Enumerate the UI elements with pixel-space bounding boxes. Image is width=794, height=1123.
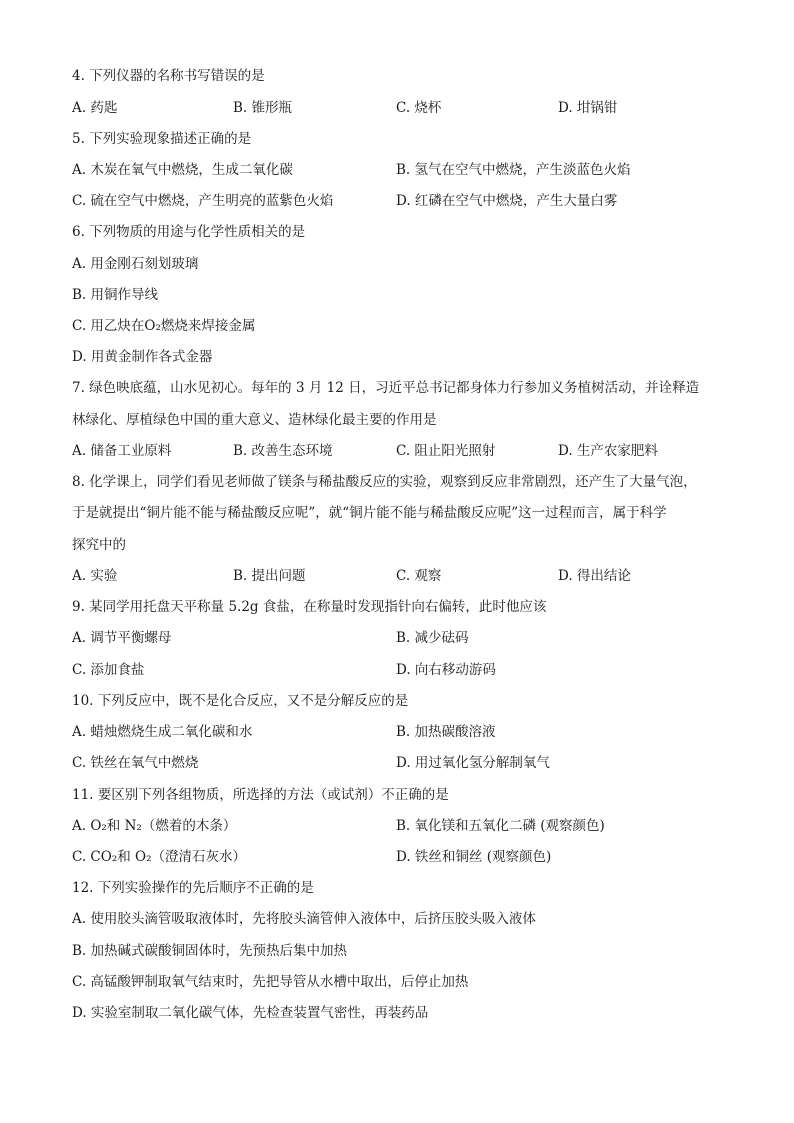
option-d: D. 红磷在空气中燃烧，产生大量白雾 bbox=[396, 193, 618, 209]
option-a: A. 使用胶头滴管吸取液体时，先将胶头滴管伸入液体中，后挤压胶头吸入液体 bbox=[72, 911, 536, 927]
option-c: C. 烧杯 bbox=[396, 100, 442, 116]
question-8-stem-line3: 探究中的 bbox=[72, 537, 126, 553]
option-c: C. CO₂和 O₂（澄清石灰水） bbox=[72, 849, 247, 865]
option-a: A. 储备工业原料 bbox=[72, 443, 172, 459]
question-4-stem: 4. 下列仪器的名称书写错误的是 bbox=[72, 68, 265, 84]
option-c: C. 硫在空气中燃烧，产生明亮的蓝紫色火焰 bbox=[72, 193, 334, 209]
option-b: B. 氧化镁和五氧化二磷 (观察颜色) bbox=[396, 818, 605, 834]
question-5-stem: 5. 下列实验现象描述正确的是 bbox=[72, 131, 252, 147]
option-b: B. 用铜作导线 bbox=[72, 287, 159, 303]
option-d: D. 得出结论 bbox=[558, 568, 631, 584]
option-c: C. 阻止阳光照射 bbox=[396, 443, 496, 459]
option-b: B. 氢气在空气中燃烧，产生淡蓝色火焰 bbox=[396, 162, 631, 178]
question-8-stem-line2: 于是就提出“铜片能不能与稀盐酸反应呢”，就“铜片能不能与稀盐酸反应呢”这一过程而言，属于科学 bbox=[72, 505, 667, 521]
option-a: A. 木炭在氧气中燃烧，生成二氧化碳 bbox=[72, 162, 293, 178]
option-b: B. 提出问题 bbox=[233, 568, 306, 584]
question-8-stem-line1: 8. 化学课上，同学们看见老师做了镁条与稀盐酸反应的实验，观察到反应非常剧烈，还产生了大量气泡， bbox=[72, 474, 697, 490]
option-c: C. 观察 bbox=[396, 568, 442, 584]
option-a: A. 蜡烛燃烧生成二氧化碳和水 bbox=[72, 724, 253, 740]
option-a: A. 药匙 bbox=[72, 100, 118, 116]
question-11-stem: 11. 要区别下列各组物质，所选择的方法（或试剂）不正确的是 bbox=[72, 787, 449, 803]
question-10-stem: 10. 下列反应中，既不是化合反应，又不是分解反应的是 bbox=[72, 693, 409, 709]
option-a: A. 调节平衡螺母 bbox=[72, 630, 172, 646]
option-b: B. 加热碳酸溶液 bbox=[396, 724, 496, 740]
question-7-stem-line1: 7. 绿色映底蕴，山水见初心。每年的 3 月 12 日，习近平总书记都身体力行参加义务植树活动，并诠释造 bbox=[72, 380, 700, 396]
option-d: D. 生产农家肥料 bbox=[558, 443, 658, 459]
option-d: D. 实验室制取二氧化碳气体，先检查装置气密性，再装药品 bbox=[72, 1005, 429, 1021]
option-c: C. 添加食盐 bbox=[72, 662, 145, 678]
option-d: D. 坩锅钳 bbox=[558, 100, 618, 116]
option-a: A. O₂和 N₂（燃着的木条） bbox=[72, 818, 237, 834]
option-a: A. 实验 bbox=[72, 568, 118, 584]
option-d: D. 用过氧化氢分解制氧气 bbox=[396, 755, 550, 771]
question-9-stem: 9. 某同学用托盘天平称量 5.2g 食盐，在称量时发现指针向右偏转，此时他应该 bbox=[72, 599, 547, 615]
question-6-stem: 6. 下列物质的用途与化学性质相关的是 bbox=[72, 224, 306, 240]
question-12-stem: 12. 下列实验操作的先后顺序不正确的是 bbox=[72, 880, 314, 896]
option-d: D. 铁丝和铜丝 (观察颜色) bbox=[396, 849, 552, 865]
option-d: D. 用黄金制作各式金器 bbox=[72, 349, 213, 365]
option-b: B. 减少砝码 bbox=[396, 630, 469, 646]
option-c: C. 用乙炔在O₂燃烧来焊接金属 bbox=[72, 318, 256, 334]
option-b: B. 改善生态环境 bbox=[233, 443, 333, 459]
question-7-stem-line2: 林绿化、厚植绿色中国的重大意义、造林绿化最主要的作用是 bbox=[72, 412, 437, 428]
option-b: B. 加热碱式碳酸铜固体时，先预热后集中加热 bbox=[72, 943, 348, 959]
option-c: C. 高锰酸钾制取氧气结束时，先把导管从水槽中取出，后停止加热 bbox=[72, 974, 469, 990]
option-a: A. 用金刚石刻划玻璃 bbox=[72, 256, 199, 272]
option-d: D. 向右移动游码 bbox=[396, 662, 496, 678]
option-c: C. 铁丝在氧气中燃烧 bbox=[72, 755, 199, 771]
option-b: B. 锥形瓶 bbox=[233, 100, 293, 116]
